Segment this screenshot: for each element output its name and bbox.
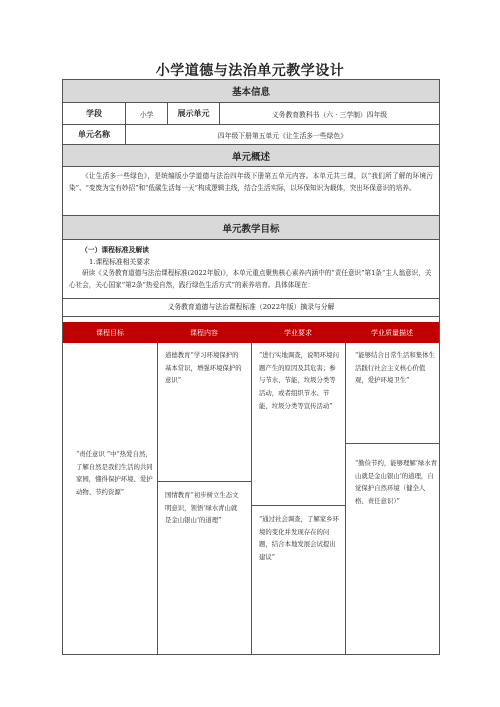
requirement-survey-text: “进行实地调查，说明环境问题产生的原因及其危害；参与节水、节能、垃圾分类等活动，或者组织节水、节能、垃圾分类等宣传活动” bbox=[259, 351, 339, 410]
goals-body-row bbox=[63, 239, 439, 654]
course-goal-text: “责任意识 ”中“热爱自然，了解自然是我们生活的共同家园，懂得保护环境、爱护动物、节约资源” bbox=[76, 450, 153, 496]
unit-label: 展示单元 bbox=[167, 103, 219, 124]
goals-header: 单元教学目标 bbox=[63, 216, 439, 239]
unit-name-value: 四年级下册第五单元《让生活多一些绿色》 bbox=[125, 125, 439, 144]
textbook-value: 义务教育教科书（六 · 三学制）四年级 bbox=[219, 103, 439, 124]
grade-row bbox=[63, 102, 439, 124]
column-header-goal: 课程目标 bbox=[96, 328, 124, 337]
overview-header-row bbox=[63, 144, 439, 166]
standards-table-body bbox=[63, 343, 439, 654]
column-header-quality: 学业质量描述 bbox=[371, 328, 413, 337]
requirements-subheading: 1.课程标准相关要求 bbox=[89, 258, 150, 266]
document-title: 小学道德与法治单元教学设计 bbox=[155, 63, 345, 79]
requirement-hometown-text: “通过社会调查，了解家乡环境的变化并发现存在的问题，结合本地发展会试提出建议” bbox=[259, 515, 339, 561]
column-header-requirement: 学业要求 bbox=[284, 328, 312, 337]
unit-design-table bbox=[62, 79, 440, 655]
overview-header: 单元概述 bbox=[63, 145, 439, 166]
quality-frugal-text: “勤俭节约，能够理解‘绿水青山就是金山银山’的道理，自觉保护自然环境（健全人格、责任意识）” bbox=[355, 459, 437, 505]
standards-subheading: （一）课程标准及解读 bbox=[81, 246, 149, 254]
basic-info-header: 基本信息 bbox=[63, 80, 439, 102]
unit-name-label: 单元名称 bbox=[78, 130, 110, 139]
column-header-content: 课程内容 bbox=[190, 328, 218, 337]
content-moral-text: 道德教育“学习环境保护的基本常识，增强环境保护的意识” bbox=[165, 351, 242, 385]
basic-info-header-row bbox=[63, 80, 439, 102]
standards-table-header bbox=[63, 322, 439, 343]
unit-name-row bbox=[63, 124, 439, 144]
goals-header-row bbox=[63, 215, 439, 239]
grade-value: 小学 bbox=[125, 103, 167, 124]
content-national-text: 国情教育“初步树立生态文明意识，领悟‘绿水青山就是金山银山’的道理” bbox=[165, 491, 239, 525]
grade-label: 学段 bbox=[86, 109, 102, 118]
overview-row bbox=[63, 166, 439, 215]
standards-table-caption: 义务教育道德与法治课程标准（2022年版）摘录与分解 bbox=[63, 299, 439, 317]
overview-text: 《让生活多一些绿色》，是统编版小学道德与法治四年级下册第五单元内容。本单元共三课，以“我们所了解的环境污染”、“变废为宝有妙招”和“低碳生活每一天”构成逻辑主线，结合生活实际，以环保知识为载体，突出环保意识的培养。 bbox=[69, 172, 433, 192]
quality-values-text: “能够结合日常生活和集体生活践行社会主义核心价值观，爱护环境卫生” bbox=[355, 351, 435, 385]
standards-text: 研读《义务教育道德与法治课程标准(2022年版)》，本单元重点聚焦核心素养内涵中的“责任意识”第1条“主人翁意识，关心社会，关心国家”第2条“热爱自然，践行绿色生活方式”的素养培育。具体体现在： bbox=[69, 269, 432, 289]
